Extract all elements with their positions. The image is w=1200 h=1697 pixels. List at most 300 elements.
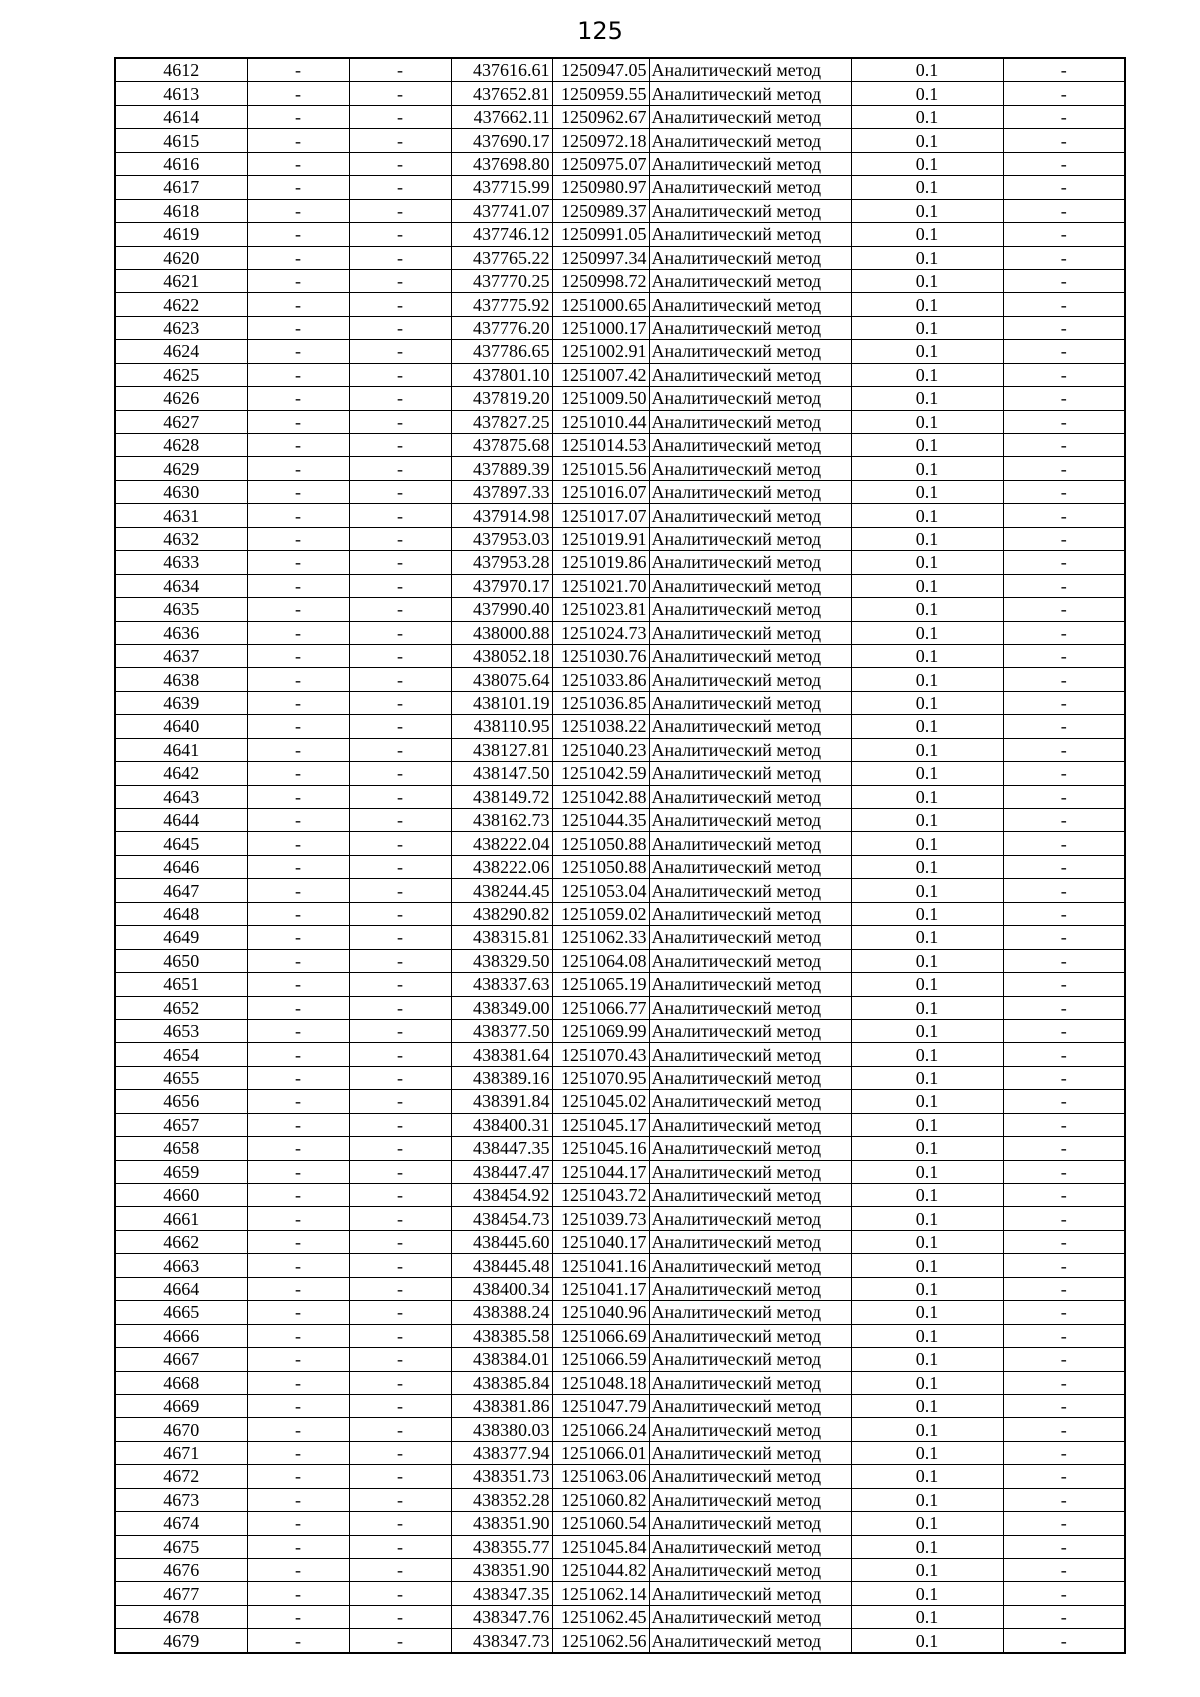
method-cell: Аналитический метод xyxy=(649,363,851,386)
point-number-cell: 4621 xyxy=(115,269,247,292)
point-number-cell: 4633 xyxy=(115,551,247,574)
method-cell: Аналитический метод xyxy=(649,1207,851,1230)
empty-cell-a: - xyxy=(247,1348,349,1371)
x-coordinate-cell: 438351.90 xyxy=(451,1512,552,1535)
empty-cell-b: - xyxy=(349,1113,451,1136)
x-coordinate-cell: 437698.80 xyxy=(451,152,552,175)
y-coordinate-cell: 1251050.88 xyxy=(552,855,649,878)
method-cell: Аналитический метод xyxy=(649,340,851,363)
note-cell: - xyxy=(1003,1230,1125,1253)
empty-cell-a: - xyxy=(247,1512,349,1535)
empty-cell-b: - xyxy=(349,1465,451,1488)
empty-cell-b: - xyxy=(349,1277,451,1300)
y-coordinate-cell: 1250959.55 xyxy=(552,82,649,105)
empty-cell-a: - xyxy=(247,269,349,292)
x-coordinate-cell: 437775.92 xyxy=(451,293,552,316)
x-coordinate-cell: 438380.03 xyxy=(451,1418,552,1441)
accuracy-cell: 0.1 xyxy=(851,809,1003,832)
table-row xyxy=(115,82,1125,105)
table-row xyxy=(115,1137,1125,1160)
accuracy-cell: 0.1 xyxy=(851,715,1003,738)
note-cell: - xyxy=(1003,410,1125,433)
x-coordinate-cell: 438347.76 xyxy=(451,1605,552,1628)
y-coordinate-cell: 1251064.08 xyxy=(552,949,649,972)
point-number-cell: 4635 xyxy=(115,598,247,621)
method-cell: Аналитический метод xyxy=(649,926,851,949)
point-number-cell: 4634 xyxy=(115,574,247,597)
point-number-cell: 4650 xyxy=(115,949,247,972)
empty-cell-a: - xyxy=(247,1559,349,1582)
accuracy-cell: 0.1 xyxy=(851,1113,1003,1136)
empty-cell-b: - xyxy=(349,1301,451,1324)
point-number-cell: 4655 xyxy=(115,1066,247,1089)
empty-cell-b: - xyxy=(349,434,451,457)
x-coordinate-cell: 438385.58 xyxy=(451,1324,552,1347)
y-coordinate-cell: 1250962.67 xyxy=(552,105,649,128)
accuracy-cell: 0.1 xyxy=(851,1207,1003,1230)
y-coordinate-cell: 1251041.16 xyxy=(552,1254,649,1277)
method-cell: Аналитический метод xyxy=(649,1066,851,1089)
note-cell: - xyxy=(1003,1066,1125,1089)
note-cell: - xyxy=(1003,691,1125,714)
empty-cell-a: - xyxy=(247,902,349,925)
method-cell: Аналитический метод xyxy=(649,855,851,878)
method-cell: Аналитический метод xyxy=(649,1184,851,1207)
empty-cell-b: - xyxy=(349,1090,451,1113)
x-coordinate-cell: 437765.22 xyxy=(451,246,552,269)
empty-cell-b: - xyxy=(349,1254,451,1277)
point-number-cell: 4631 xyxy=(115,504,247,527)
method-cell: Аналитический метод xyxy=(649,1465,851,1488)
table-row xyxy=(115,1488,1125,1511)
note-cell: - xyxy=(1003,785,1125,808)
empty-cell-b: - xyxy=(349,644,451,667)
accuracy-cell: 0.1 xyxy=(851,1394,1003,1417)
accuracy-cell: 0.1 xyxy=(851,293,1003,316)
empty-cell-b: - xyxy=(349,1324,451,1347)
method-cell: Аналитический метод xyxy=(649,1582,851,1605)
table-row xyxy=(115,152,1125,175)
method-cell: Аналитический метод xyxy=(649,1512,851,1535)
accuracy-cell: 0.1 xyxy=(851,316,1003,339)
x-coordinate-cell: 437889.39 xyxy=(451,457,552,480)
note-cell: - xyxy=(1003,340,1125,363)
x-coordinate-cell: 438000.88 xyxy=(451,621,552,644)
empty-cell-a: - xyxy=(247,949,349,972)
empty-cell-b: - xyxy=(349,1207,451,1230)
method-cell: Аналитический метод xyxy=(649,1394,851,1417)
method-cell: Аналитический метод xyxy=(649,1371,851,1394)
empty-cell-b: - xyxy=(349,504,451,527)
method-cell: Аналитический метод xyxy=(649,152,851,175)
table-row xyxy=(115,691,1125,714)
note-cell: - xyxy=(1003,668,1125,691)
method-cell: Аналитический метод xyxy=(649,269,851,292)
method-cell: Аналитический метод xyxy=(649,1348,851,1371)
note-cell: - xyxy=(1003,1535,1125,1558)
empty-cell-a: - xyxy=(247,1254,349,1277)
method-cell: Аналитический метод xyxy=(649,1605,851,1628)
accuracy-cell: 0.1 xyxy=(851,1230,1003,1253)
empty-cell-a: - xyxy=(247,223,349,246)
empty-cell-b: - xyxy=(349,1394,451,1417)
point-number-cell: 4654 xyxy=(115,1043,247,1066)
y-coordinate-cell: 1251040.96 xyxy=(552,1301,649,1324)
point-number-cell: 4623 xyxy=(115,316,247,339)
empty-cell-b: - xyxy=(349,58,451,82)
x-coordinate-cell: 438400.34 xyxy=(451,1277,552,1300)
method-cell: Аналитический метод xyxy=(649,598,851,621)
y-coordinate-cell: 1251024.73 xyxy=(552,621,649,644)
y-coordinate-cell: 1251062.45 xyxy=(552,1605,649,1628)
empty-cell-b: - xyxy=(349,1488,451,1511)
empty-cell-a: - xyxy=(247,1629,349,1653)
empty-cell-b: - xyxy=(349,879,451,902)
y-coordinate-cell: 1251047.79 xyxy=(552,1394,649,1417)
empty-cell-b: - xyxy=(349,902,451,925)
empty-cell-a: - xyxy=(247,551,349,574)
table-row xyxy=(115,1512,1125,1535)
method-cell: Аналитический метод xyxy=(649,1254,851,1277)
point-number-cell: 4675 xyxy=(115,1535,247,1558)
x-coordinate-cell: 437970.17 xyxy=(451,574,552,597)
accuracy-cell: 0.1 xyxy=(851,1301,1003,1324)
y-coordinate-cell: 1251053.04 xyxy=(552,879,649,902)
point-number-cell: 4646 xyxy=(115,855,247,878)
table-row xyxy=(115,58,1125,82)
method-cell: Аналитический метод xyxy=(649,644,851,667)
y-coordinate-cell: 1250972.18 xyxy=(552,129,649,152)
page-number: 125 xyxy=(577,17,623,45)
x-coordinate-cell: 437786.65 xyxy=(451,340,552,363)
table-row xyxy=(115,1019,1125,1042)
note-cell: - xyxy=(1003,738,1125,761)
table-row xyxy=(115,668,1125,691)
y-coordinate-cell: 1250991.05 xyxy=(552,223,649,246)
note-cell: - xyxy=(1003,574,1125,597)
y-coordinate-cell: 1251014.53 xyxy=(552,434,649,457)
x-coordinate-cell: 437616.61 xyxy=(451,58,552,82)
point-number-cell: 4644 xyxy=(115,809,247,832)
y-coordinate-cell: 1251066.69 xyxy=(552,1324,649,1347)
empty-cell-a: - xyxy=(247,691,349,714)
empty-cell-b: - xyxy=(349,973,451,996)
accuracy-cell: 0.1 xyxy=(851,1043,1003,1066)
method-cell: Аналитический метод xyxy=(649,1277,851,1300)
table-row xyxy=(115,457,1125,480)
note-cell: - xyxy=(1003,1301,1125,1324)
accuracy-cell: 0.1 xyxy=(851,668,1003,691)
y-coordinate-cell: 1251063.06 xyxy=(552,1465,649,1488)
x-coordinate-cell: 437715.99 xyxy=(451,176,552,199)
accuracy-cell: 0.1 xyxy=(851,1090,1003,1113)
empty-cell-b: - xyxy=(349,1605,451,1628)
table-row xyxy=(115,879,1125,902)
note-cell: - xyxy=(1003,129,1125,152)
note-cell: - xyxy=(1003,480,1125,503)
point-number-cell: 4677 xyxy=(115,1582,247,1605)
empty-cell-a: - xyxy=(247,715,349,738)
x-coordinate-cell: 438377.94 xyxy=(451,1441,552,1464)
table-row xyxy=(115,738,1125,761)
table-row xyxy=(115,762,1125,785)
empty-cell-a: - xyxy=(247,855,349,878)
table-row xyxy=(115,1230,1125,1253)
y-coordinate-cell: 1251002.91 xyxy=(552,340,649,363)
note-cell: - xyxy=(1003,1559,1125,1582)
empty-cell-b: - xyxy=(349,1066,451,1089)
point-number-cell: 4620 xyxy=(115,246,247,269)
y-coordinate-cell: 1251044.35 xyxy=(552,809,649,832)
x-coordinate-cell: 438052.18 xyxy=(451,644,552,667)
empty-cell-b: - xyxy=(349,129,451,152)
empty-cell-b: - xyxy=(349,621,451,644)
point-number-cell: 4669 xyxy=(115,1394,247,1417)
empty-cell-b: - xyxy=(349,1559,451,1582)
note-cell: - xyxy=(1003,269,1125,292)
accuracy-cell: 0.1 xyxy=(851,504,1003,527)
table-row xyxy=(115,1184,1125,1207)
note-cell: - xyxy=(1003,1113,1125,1136)
point-number-cell: 4676 xyxy=(115,1559,247,1582)
table-row xyxy=(115,598,1125,621)
table-row xyxy=(115,1582,1125,1605)
note-cell: - xyxy=(1003,1277,1125,1300)
accuracy-cell: 0.1 xyxy=(851,1582,1003,1605)
note-cell: - xyxy=(1003,902,1125,925)
table-row xyxy=(115,809,1125,832)
note-cell: - xyxy=(1003,809,1125,832)
table-row xyxy=(115,1207,1125,1230)
table-row xyxy=(115,480,1125,503)
method-cell: Аналитический метод xyxy=(649,1418,851,1441)
x-coordinate-cell: 438149.72 xyxy=(451,785,552,808)
empty-cell-a: - xyxy=(247,504,349,527)
empty-cell-a: - xyxy=(247,738,349,761)
y-coordinate-cell: 1251045.02 xyxy=(552,1090,649,1113)
empty-cell-a: - xyxy=(247,1230,349,1253)
x-coordinate-cell: 438351.73 xyxy=(451,1465,552,1488)
table-row xyxy=(115,293,1125,316)
note-cell: - xyxy=(1003,387,1125,410)
method-cell: Аналитический метод xyxy=(649,1559,851,1582)
x-coordinate-cell: 438389.16 xyxy=(451,1066,552,1089)
y-coordinate-cell: 1251048.18 xyxy=(552,1371,649,1394)
empty-cell-b: - xyxy=(349,574,451,597)
y-coordinate-cell: 1251015.56 xyxy=(552,457,649,480)
y-coordinate-cell: 1251066.77 xyxy=(552,996,649,1019)
table-row xyxy=(115,949,1125,972)
method-cell: Аналитический метод xyxy=(649,551,851,574)
point-number-cell: 4647 xyxy=(115,879,247,902)
point-number-cell: 4657 xyxy=(115,1113,247,1136)
accuracy-cell: 0.1 xyxy=(851,1160,1003,1183)
accuracy-cell: 0.1 xyxy=(851,973,1003,996)
accuracy-cell: 0.1 xyxy=(851,644,1003,667)
accuracy-cell: 0.1 xyxy=(851,434,1003,457)
method-cell: Аналитический метод xyxy=(649,949,851,972)
point-number-cell: 4612 xyxy=(115,58,247,82)
y-coordinate-cell: 1251021.70 xyxy=(552,574,649,597)
accuracy-cell: 0.1 xyxy=(851,551,1003,574)
x-coordinate-cell: 437690.17 xyxy=(451,129,552,152)
point-number-cell: 4619 xyxy=(115,223,247,246)
y-coordinate-cell: 1251062.33 xyxy=(552,926,649,949)
accuracy-cell: 0.1 xyxy=(851,1535,1003,1558)
point-number-cell: 4651 xyxy=(115,973,247,996)
empty-cell-b: - xyxy=(349,1441,451,1464)
method-cell: Аналитический метод xyxy=(649,996,851,1019)
method-cell: Аналитический метод xyxy=(649,1043,851,1066)
accuracy-cell: 0.1 xyxy=(851,82,1003,105)
empty-cell-a: - xyxy=(247,434,349,457)
x-coordinate-cell: 437990.40 xyxy=(451,598,552,621)
y-coordinate-cell: 1251041.17 xyxy=(552,1277,649,1300)
point-number-cell: 4616 xyxy=(115,152,247,175)
y-coordinate-cell: 1251016.07 xyxy=(552,480,649,503)
empty-cell-a: - xyxy=(247,176,349,199)
x-coordinate-cell: 437875.68 xyxy=(451,434,552,457)
point-number-cell: 4614 xyxy=(115,105,247,128)
y-coordinate-cell: 1251062.14 xyxy=(552,1582,649,1605)
method-cell: Аналитический метод xyxy=(649,223,851,246)
empty-cell-b: - xyxy=(349,410,451,433)
empty-cell-a: - xyxy=(247,457,349,480)
x-coordinate-cell: 438445.60 xyxy=(451,1230,552,1253)
accuracy-cell: 0.1 xyxy=(851,1254,1003,1277)
table-row xyxy=(115,1301,1125,1324)
empty-cell-a: - xyxy=(247,832,349,855)
empty-cell-b: - xyxy=(349,855,451,878)
note-cell: - xyxy=(1003,363,1125,386)
y-coordinate-cell: 1251033.86 xyxy=(552,668,649,691)
x-coordinate-cell: 437652.81 xyxy=(451,82,552,105)
empty-cell-a: - xyxy=(247,1582,349,1605)
x-coordinate-cell: 438337.63 xyxy=(451,973,552,996)
x-coordinate-cell: 438454.92 xyxy=(451,1184,552,1207)
method-cell: Аналитический метод xyxy=(649,973,851,996)
table-row xyxy=(115,269,1125,292)
empty-cell-a: - xyxy=(247,1394,349,1417)
method-cell: Аналитический метод xyxy=(649,1230,851,1253)
table-row xyxy=(115,363,1125,386)
y-coordinate-cell: 1250989.37 xyxy=(552,199,649,222)
y-coordinate-cell: 1251045.17 xyxy=(552,1113,649,1136)
table-row xyxy=(115,504,1125,527)
accuracy-cell: 0.1 xyxy=(851,410,1003,433)
accuracy-cell: 0.1 xyxy=(851,762,1003,785)
x-coordinate-cell: 438222.06 xyxy=(451,855,552,878)
point-number-cell: 4624 xyxy=(115,340,247,363)
coordinates-table xyxy=(114,57,1126,1654)
method-cell: Аналитический метод xyxy=(649,176,851,199)
accuracy-cell: 0.1 xyxy=(851,1605,1003,1628)
method-cell: Аналитический метод xyxy=(649,574,851,597)
note-cell: - xyxy=(1003,1160,1125,1183)
empty-cell-a: - xyxy=(247,387,349,410)
point-number-cell: 4627 xyxy=(115,410,247,433)
note-cell: - xyxy=(1003,223,1125,246)
table-row xyxy=(115,316,1125,339)
x-coordinate-cell: 438445.48 xyxy=(451,1254,552,1277)
method-cell: Аналитический метод xyxy=(649,668,851,691)
empty-cell-a: - xyxy=(247,246,349,269)
x-coordinate-cell: 438447.35 xyxy=(451,1137,552,1160)
accuracy-cell: 0.1 xyxy=(851,996,1003,1019)
table-row xyxy=(115,715,1125,738)
y-coordinate-cell: 1251065.19 xyxy=(552,973,649,996)
accuracy-cell: 0.1 xyxy=(851,527,1003,550)
method-cell: Аналитический метод xyxy=(649,1535,851,1558)
empty-cell-a: - xyxy=(247,1019,349,1042)
note-cell: - xyxy=(1003,504,1125,527)
method-cell: Аналитический метод xyxy=(649,902,851,925)
point-number-cell: 4656 xyxy=(115,1090,247,1113)
point-number-cell: 4638 xyxy=(115,668,247,691)
accuracy-cell: 0.1 xyxy=(851,1137,1003,1160)
empty-cell-b: - xyxy=(349,1418,451,1441)
y-coordinate-cell: 1251007.42 xyxy=(552,363,649,386)
accuracy-cell: 0.1 xyxy=(851,1488,1003,1511)
accuracy-cell: 0.1 xyxy=(851,1559,1003,1582)
accuracy-cell: 0.1 xyxy=(851,621,1003,644)
x-coordinate-cell: 437746.12 xyxy=(451,223,552,246)
y-coordinate-cell: 1251010.44 xyxy=(552,410,649,433)
note-cell: - xyxy=(1003,855,1125,878)
point-number-cell: 4613 xyxy=(115,82,247,105)
table-row xyxy=(115,1090,1125,1113)
empty-cell-a: - xyxy=(247,1207,349,1230)
empty-cell-a: - xyxy=(247,1137,349,1160)
x-coordinate-cell: 438355.77 xyxy=(451,1535,552,1558)
empty-cell-b: - xyxy=(349,1137,451,1160)
empty-cell-a: - xyxy=(247,105,349,128)
table-row xyxy=(115,902,1125,925)
accuracy-cell: 0.1 xyxy=(851,246,1003,269)
x-coordinate-cell: 437897.33 xyxy=(451,480,552,503)
y-coordinate-cell: 1251042.88 xyxy=(552,785,649,808)
accuracy-cell: 0.1 xyxy=(851,1418,1003,1441)
empty-cell-b: - xyxy=(349,387,451,410)
y-coordinate-cell: 1250980.97 xyxy=(552,176,649,199)
x-coordinate-cell: 438349.00 xyxy=(451,996,552,1019)
note-cell: - xyxy=(1003,1019,1125,1042)
y-coordinate-cell: 1251019.86 xyxy=(552,551,649,574)
x-coordinate-cell: 437662.11 xyxy=(451,105,552,128)
note-cell: - xyxy=(1003,199,1125,222)
x-coordinate-cell: 438381.64 xyxy=(451,1043,552,1066)
accuracy-cell: 0.1 xyxy=(851,855,1003,878)
accuracy-cell: 0.1 xyxy=(851,598,1003,621)
table-row xyxy=(115,1113,1125,1136)
empty-cell-b: - xyxy=(349,246,451,269)
empty-cell-b: - xyxy=(349,785,451,808)
y-coordinate-cell: 1251000.17 xyxy=(552,316,649,339)
table-row xyxy=(115,527,1125,550)
method-cell: Аналитический метод xyxy=(649,809,851,832)
note-cell: - xyxy=(1003,715,1125,738)
table-row xyxy=(115,644,1125,667)
accuracy-cell: 0.1 xyxy=(851,129,1003,152)
x-coordinate-cell: 437776.20 xyxy=(451,316,552,339)
table-row xyxy=(115,129,1125,152)
table-row xyxy=(115,176,1125,199)
method-cell: Аналитический метод xyxy=(649,879,851,902)
note-cell: - xyxy=(1003,1090,1125,1113)
note-cell: - xyxy=(1003,621,1125,644)
y-coordinate-cell: 1251009.50 xyxy=(552,387,649,410)
method-cell: Аналитический метод xyxy=(649,1441,851,1464)
